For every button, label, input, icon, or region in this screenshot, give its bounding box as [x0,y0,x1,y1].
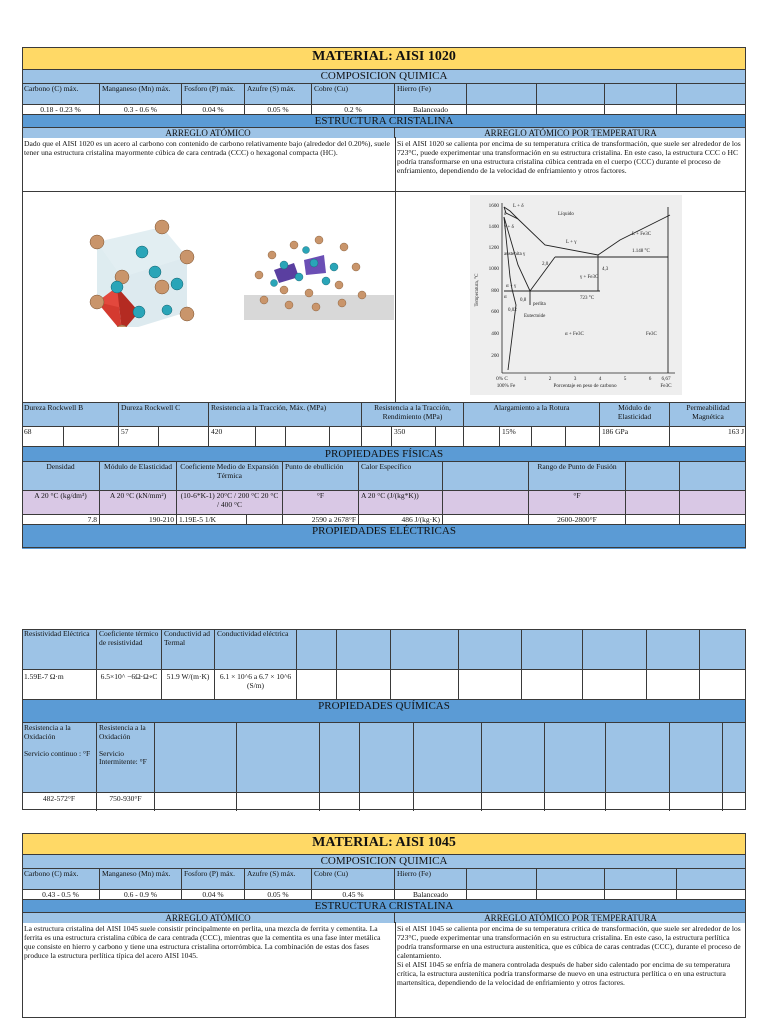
electrical-title: PROPIEDADES ELÉCTRICAS [312,525,456,537]
elec-label-thermal-conductivity: Conductivid ad Termal [162,629,215,669]
empty-cell [532,427,566,447]
x-tick: 1 [523,376,527,382]
phys-unit-expansion: (10-6*K-1) 20°C / 200 °C 20 °C / 400 °C [177,491,283,515]
empty-cell [700,670,746,700]
elec-value-conductivity: 6.1 × 10^6 a 6.7 × 10^6 (S/m) [215,670,297,700]
x-axis-label: Porcentaje en peso de carbono [553,383,617,389]
empty-cell [155,723,237,793]
electrical-label-row [22,629,746,669]
chemical-title: PROPIEDADES QUÍMICAS [318,700,450,712]
empty-cell [670,793,723,811]
empty-cell [677,869,746,890]
phys-unit-specific-heat: A 20 °C (J/(kg*K)) [359,491,443,515]
empty-cell [464,427,500,447]
mech-label-tensile-yield: Resistencia a la Tracción, Rendimiento (MPa) [362,403,464,427]
structure-title: ESTRUCTURA CRISTALINA [314,900,454,912]
empty-cell [626,462,680,491]
phys-value-boiling: 2590 a 2678°F [283,515,359,525]
electrical-value-row [22,669,746,700]
atomic-header-row [22,912,746,923]
mechanical-value-row [22,426,746,447]
empty-cell [723,793,746,811]
composition-title: COMPOSICION QUIMICA [320,855,448,867]
comp-label-manganese: Manganeso (Mn) máx. [100,84,182,105]
mech-label-rockwell-c: Dureza Rockwell C [119,403,209,427]
empty-cell [391,629,459,669]
y-tick: 400 [491,331,499,337]
material-title-bar [22,47,746,69]
comp-value-copper: 0.2 % [312,105,395,115]
empty-cell [670,723,723,793]
phase-label: α + Fe3C [565,332,584,337]
empty-cell [237,723,320,793]
phys-label-expansion: Coeficiente Medio de Expansión Térmica [177,462,283,491]
structure-title: ESTRUCTURA CRISTALINA [314,115,454,127]
comp-label-carbon: Carbono (C) máx. [22,84,100,105]
x-tick: 4 [598,376,602,382]
elec-label-thermal-coeff: Coeficiente térmico de resistividad [97,629,162,669]
mech-value-modulus: 186 GPa [600,427,670,447]
empty-cell [626,491,680,515]
comp-value-carbon: 0.18 - 0.23 % [22,105,100,115]
empty-cell [414,723,482,793]
continuation-sheet [22,629,746,810]
phys-label-boiling: Punto de ebullición [283,462,359,491]
phase-label: γ + Fe3C [580,275,599,280]
phase-label: 1.148 °C [632,249,650,254]
empty-cell [360,793,414,811]
physical-header [22,446,746,462]
hcp-crystal-image [244,215,394,320]
phase-label: α + γ [506,284,517,289]
iron-carbon-phase-diagram [470,195,682,395]
empty-cell [606,723,670,793]
empty-cell [680,491,746,515]
physical-unit-row [22,490,746,515]
empty-cell [482,723,545,793]
empty-cell [537,869,605,890]
atomic-temp-description: Si el AISI 1045 se calienta por encima de su temperatura crítica de transformación, que suele ser alrededor de los 723°C, puede experimentar una transformación en su estructura cristalina. En este caso, la estructura perlítica podría transformarse en una estructura austenítica, que es cúbica de caras centradas (CCC), durante el proceso de calentamiento. Si el AISI 1045 se enfría de manera controlada después de haber sido calentado por encima de su temperatura crítica, la estructura austenítica podría transformarse de nuevo en una estructura perlítica o en una estructura martensítica, dependiendo de la velocidad de enfriamiento y otros factores. [397,924,741,987]
comp-value-iron: Balanceado [395,890,467,900]
phase-label: L + Fe3C [632,232,652,237]
comp-label-sulfur: Azufre (S) máx. [245,869,312,890]
ox-value-continuous: 482-572°F [22,793,97,811]
empty-cell [159,427,209,447]
chemical-header [22,699,746,723]
ox-label-intermittent: Resistencia a la Oxidación Servicio Intermitente: °F [97,723,155,793]
empty-cell [256,427,286,447]
atomic-header-row [22,127,746,138]
empty-cell [700,629,746,669]
phys-value-density: 7.8 [22,515,100,525]
empty-cell [414,793,482,811]
empty-cell [482,793,545,811]
composition-label-row [22,868,746,890]
empty-cell [362,427,392,447]
phase-label: 0,02 [508,308,517,313]
phase-label: Eutectoide [524,314,546,319]
elec-value-thermal-conductivity: 51.9 W/(m·K) [162,670,215,700]
structure-header [22,899,746,913]
phase-label: 2,0 [542,262,549,267]
phase-label: 4,3 [602,267,609,272]
mech-value-rockwell-b: 68 [22,427,64,447]
elec-label-resistivity: Resistividad Eléctrica [22,629,97,669]
physical-title: PROPIEDADES FÍSICAS [324,448,444,460]
empty-cell [677,84,746,105]
fcc-unit-cell-image [67,202,217,327]
empty-cell [545,723,606,793]
mech-label-permeability: Permeabilidad Magnética [686,403,730,421]
phase-label: 0,8 [520,298,527,303]
phase-label: Líquido [558,212,574,217]
comp-value-phosphorus: 0.04 % [182,890,245,900]
phase-label: 723 °C [580,296,595,301]
physical-label-row [22,461,746,491]
atomic-temp-title: ARREGLO ATÓMICO POR TEMPERATURA [484,913,657,923]
empty-cell [286,427,330,447]
comp-value-carbon: 0.43 - 0.5 % [22,890,100,900]
comp-label-copper: Cobre (Cu) [312,84,395,105]
mechanical-header-row [22,402,746,427]
comp-value-copper: 0.45 % [312,890,395,900]
phys-value-specific-heat: 486 J/(kg·K) [359,515,443,525]
empty-cell [337,629,391,669]
comp-label-iron: Hierro (Fe) [395,84,467,105]
empty-cell [647,670,700,700]
phys-label-specific-heat: Calor Específico [359,462,443,491]
x-tick: 2 [548,376,552,382]
x-tick: 6,67 [661,376,671,382]
composition-label-row [22,83,746,105]
material-title-bar [22,833,746,854]
empty-cell [320,723,360,793]
empty-cell [467,869,537,890]
empty-cell [566,427,600,447]
atomic-description: Dado que el AISI 1020 es un acero al carbono con contenido de carbono relativamente bajo (alrededor del 0.20%), suele tener una estructura cristalina mayormente cúbica de cara centrada (CCC) o hexagonal compacta (HC). [24,139,390,157]
mech-value-permeability: 163 J [727,427,744,436]
phase-label: δ [504,212,507,217]
empty-cell [443,491,529,515]
empty-cell [537,84,605,105]
phys-label-density: Densidad [22,462,100,491]
material-title: MATERIAL: AISI 1045 [312,835,456,850]
empty-cell [391,670,459,700]
row-divider [22,191,746,192]
ox-value-intermittent: 750-930°F [97,793,155,811]
empty-cell [360,723,414,793]
empty-cell [237,793,320,811]
empty-cell [605,84,677,105]
phase-label: austenita γ [504,252,526,257]
empty-cell [583,670,647,700]
comp-label-manganese: Manganeso (Mn) máx. [100,869,182,890]
x-origin-label: 100% Fe [496,383,516,389]
x-tick: 6 [648,376,652,382]
comp-value-manganese: 0.3 - 0.6 % [100,105,182,115]
phase-label: α [504,295,507,300]
phys-label-melting: Rango de Punto de Fusión [529,462,626,491]
atomic-description: La estructura cristalina del AISI 1045 suele consistir principalmente en perlita, una mezcla de ferrita y cementita. La ferrita es una estructura cristalina cúbica de cara centrada (CCC), mientras que la cementita es una fase ínter metálica que consiste en hierro y carbono y tiene una estructura cristalina ortorrómbica. La combinación de estas dos fases produce la estructura perlítica típica del acero AISI 1045. [24,924,381,960]
elec-value-thermal-coeff: 6.5×10^ −6Ω·Ω∘C [97,670,162,700]
atomic-temp-description: Si el AISI 1020 se calienta por encima de su temperatura crítica de transformación, que suele ser alrededor de los 723°C, puede experimentar una transformación en su estructura cristalina. En este caso, la estructura CCC o HC podría transformarse en una estructura cristalina cúbica centrada en el cuerpo (CCC) durante el proceso de enfriamiento, dependiendo de la velocidad de enfriamiento y otros factores. [397,139,741,175]
mech-label-tensile-max: Resistencia a la Tracción, Máx. (MPa) [209,403,362,427]
empty-cell [297,629,337,669]
composition-header [22,854,746,869]
composition-title: COMPOSICION QUIMICA [320,70,448,82]
phys-unit-melting: °F [529,491,626,515]
comp-value-sulfur: 0.05 % [245,890,312,900]
empty-cell [459,670,522,700]
comp-label-carbon: Carbono (C) máx. [22,869,100,890]
comp-label-copper: Cobre (Cu) [312,869,395,890]
atomic-temp-title: ARREGLO ATÓMICO POR TEMPERATURA [484,128,657,138]
comp-label-iron: Hierro (Fe) [395,869,467,890]
empty-cell [443,462,529,491]
comp-value-phosphorus: 0.04 % [182,105,245,115]
mech-value-rockwell-c: 57 [119,427,159,447]
phase-label: perlita [533,302,546,307]
y-tick: 1000 [488,266,499,272]
y-tick: 1600 [488,203,499,209]
empty-cell [583,629,647,669]
mech-value-tensile-yield: 350 [392,427,436,447]
empty-cell [320,793,360,811]
empty-cell [605,869,677,890]
mech-label-rockwell-b: Dureza Rockwell B [22,403,119,427]
column-divider [395,137,396,402]
x-tick: 0% C [496,376,508,382]
empty-cell [606,793,670,811]
oxidation-label-row [22,722,746,793]
elec-label-conductivity: Conductividad eléctrica [215,629,297,669]
empty-cell [723,723,746,793]
x-tick: 5 [623,376,627,382]
phys-value-melting: 2600-2800°F [529,515,626,525]
phase-label: γ + δ [504,225,514,230]
empty-cell [436,427,464,447]
empty-cell [467,84,537,105]
x-end-label: Fe3C [660,383,672,389]
comp-label-phosphorus: Fosforo (P) máx. [182,869,245,890]
phase-label: L + γ [566,240,577,245]
material-1020-sheet [22,47,746,548]
empty-cell [545,793,606,811]
composition-header [22,69,746,84]
y-tick: 1200 [488,245,499,251]
mech-value-tensile-max: 420 [209,427,256,447]
y-tick: 200 [491,353,499,359]
empty-cell [337,670,391,700]
y-axis-label: Temperatura, °C [475,273,480,307]
atomic-title: ARREGLO ATÓMICO [22,913,395,923]
empty-cell [155,793,237,811]
y-tick: 1400 [488,224,499,230]
empty-cell [64,427,119,447]
mech-label-modulus: Módulo de Elasticidad [600,403,670,427]
column-divider [395,922,396,1018]
empty-cell [522,670,583,700]
ox-label-continuous: Resistencia a la Oxidación Servicio continuo : °F [22,723,97,793]
empty-cell [330,427,362,447]
structure-header [22,114,746,128]
electrical-header [22,524,746,549]
phys-unit-boiling: °F [283,491,359,515]
y-tick: 600 [491,309,499,315]
y-tick: 800 [491,288,499,294]
material-1045-sheet [22,833,746,1018]
elec-value-resistivity: 1.59E-7 Ω·m [22,670,97,700]
comp-label-phosphorus: Fosforo (P) máx. [182,84,245,105]
empty-cell [647,629,700,669]
material-title: MATERIAL: AISI 1020 [312,49,456,64]
comp-label-sulfur: Azufre (S) máx. [245,84,312,105]
empty-cell [522,629,583,669]
comp-value-iron: Balanceado [395,105,467,115]
comp-value-sulfur: 0.05 % [245,105,312,115]
phys-label-modulus: Módulo de Elasticidad [100,462,177,491]
phase-label: Fe3C [646,332,657,337]
phase-label: L + δ [513,204,524,209]
phys-unit-modulus: A 20 °C (kN/mm²) [100,491,177,515]
x-tick: 3 [573,376,577,382]
atomic-title: ARREGLO ATÓMICO [22,128,395,138]
phys-value-modulus: 190-210 [100,515,177,525]
mech-value-elongation: 15% [500,427,532,447]
phys-unit-density: A 20 °C (kg/dm³) [22,491,100,515]
oxidation-value-row [22,792,746,811]
empty-cell [680,462,746,491]
phys-value-expansion: 1.19E-5 1/K [177,515,247,525]
comp-value-manganese: 0.6 - 0.9 % [100,890,182,900]
empty-cell [297,670,337,700]
mech-label-elongation: Alargamiento a la Rotura [464,403,600,427]
empty-cell [459,629,522,669]
